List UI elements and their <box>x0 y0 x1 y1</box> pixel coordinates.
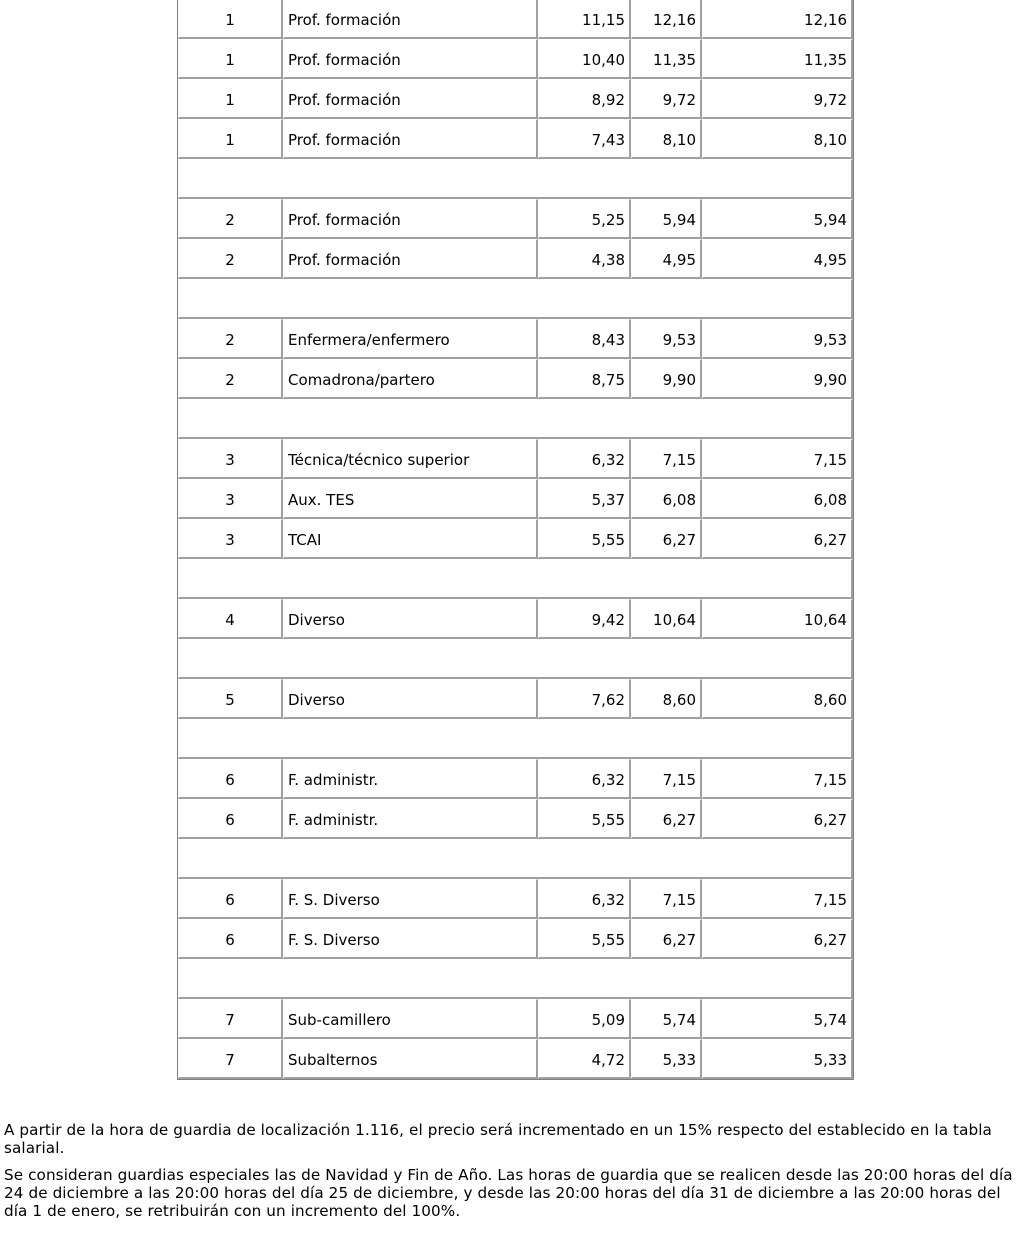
group-cell: 1 <box>178 39 283 79</box>
value-2-cell: 8,10 <box>631 119 702 159</box>
category-cell: Prof. formación <box>283 39 538 79</box>
category-cell: Prof. formación <box>283 119 538 159</box>
table-separator-row <box>178 959 853 999</box>
value-1-cell: 8,92 <box>538 79 631 119</box>
value-1-cell: 7,43 <box>538 119 631 159</box>
value-3-cell: 7,15 <box>702 759 853 799</box>
separator-cell <box>178 559 853 599</box>
value-3-cell: 5,74 <box>702 999 853 1039</box>
value-1-cell: 10,40 <box>538 39 631 79</box>
value-2-cell: 12,16 <box>631 0 702 39</box>
table-separator-row <box>178 719 853 759</box>
value-1-cell: 5,37 <box>538 479 631 519</box>
table-row <box>178 479 853 519</box>
value-3-cell: 6,27 <box>702 519 853 559</box>
category-cell: Prof. formación <box>283 0 538 39</box>
group-cell: 7 <box>178 1039 283 1079</box>
table-row <box>178 1039 853 1079</box>
table-row <box>178 199 853 239</box>
value-2-cell: 7,15 <box>631 879 702 919</box>
value-2-cell: 9,90 <box>631 359 702 399</box>
value-1-cell: 5,09 <box>538 999 631 1039</box>
value-3-cell: 9,53 <box>702 319 853 359</box>
category-cell: F. administr. <box>283 759 538 799</box>
group-cell: 1 <box>178 79 283 119</box>
table-separator-row <box>178 639 853 679</box>
table-separator-row <box>178 559 853 599</box>
table-row <box>178 79 853 119</box>
category-cell: Prof. formación <box>283 239 538 279</box>
value-1-cell: 5,55 <box>538 519 631 559</box>
value-3-cell: 12,16 <box>702 0 853 39</box>
table-separator-row <box>178 159 853 199</box>
table-row <box>178 799 853 839</box>
separator-cell <box>178 839 853 879</box>
value-2-cell: 4,95 <box>631 239 702 279</box>
group-cell: 2 <box>178 319 283 359</box>
value-1-cell: 6,32 <box>538 439 631 479</box>
value-2-cell: 5,74 <box>631 999 702 1039</box>
value-1-cell: 6,32 <box>538 879 631 919</box>
category-cell: Técnica/técnico superior <box>283 439 538 479</box>
group-cell: 6 <box>178 919 283 959</box>
value-1-cell: 11,15 <box>538 0 631 39</box>
separator-cell <box>178 159 853 199</box>
value-1-cell: 5,25 <box>538 199 631 239</box>
value-2-cell: 5,33 <box>631 1039 702 1079</box>
value-3-cell: 6,27 <box>702 799 853 839</box>
group-cell: 3 <box>178 519 283 559</box>
value-2-cell: 5,94 <box>631 199 702 239</box>
category-cell: F. administr. <box>283 799 538 839</box>
separator-cell <box>178 639 853 679</box>
value-3-cell: 7,15 <box>702 439 853 479</box>
value-3-cell: 5,33 <box>702 1039 853 1079</box>
category-cell: F. S. Diverso <box>283 879 538 919</box>
category-cell: Diverso <box>283 679 538 719</box>
value-3-cell: 7,15 <box>702 879 853 919</box>
group-cell: 5 <box>178 679 283 719</box>
value-2-cell: 8,60 <box>631 679 702 719</box>
group-cell: 6 <box>178 799 283 839</box>
table-row <box>178 879 853 919</box>
value-3-cell: 8,60 <box>702 679 853 719</box>
value-3-cell: 11,35 <box>702 39 853 79</box>
table-row <box>178 999 853 1039</box>
value-2-cell: 10,64 <box>631 599 702 639</box>
group-cell: 1 <box>178 0 283 39</box>
value-1-cell: 4,72 <box>538 1039 631 1079</box>
value-1-cell: 4,38 <box>538 239 631 279</box>
value-2-cell: 6,27 <box>631 919 702 959</box>
value-3-cell: 9,90 <box>702 359 853 399</box>
group-cell: 1 <box>178 119 283 159</box>
category-cell: Diverso <box>283 599 538 639</box>
value-2-cell: 6,08 <box>631 479 702 519</box>
value-1-cell: 5,55 <box>538 919 631 959</box>
separator-cell <box>178 959 853 999</box>
table-row <box>178 599 853 639</box>
value-1-cell: 7,62 <box>538 679 631 719</box>
category-cell: Subalternos <box>283 1039 538 1079</box>
table-row <box>178 919 853 959</box>
table-row <box>178 439 853 479</box>
value-2-cell: 11,35 <box>631 39 702 79</box>
notes-section <box>4 1121 1016 1229</box>
value-1-cell: 8,75 <box>538 359 631 399</box>
table-row <box>178 39 853 79</box>
value-3-cell: 5,94 <box>702 199 853 239</box>
separator-cell <box>178 279 853 319</box>
value-2-cell: 7,15 <box>631 439 702 479</box>
table-row <box>178 319 853 359</box>
value-2-cell: 6,27 <box>631 519 702 559</box>
group-cell: 6 <box>178 759 283 799</box>
note-paragraph-special-guards: Se consideran guardias especiales las de Navidad y Fin de Año. Las horas de guardia que se realicen desde las 20:00 horas del día 24 de diciembre a las 20:00 horas del día 25 de diciembre, y desde las 20:00 horas del día 31 de diciembre a las 20:00 horas del día 1 de enero, se retribuirán con un incremento del 100%. <box>4 1166 1013 1220</box>
category-cell: F. S. Diverso <box>283 919 538 959</box>
table-row <box>178 519 853 559</box>
category-cell: Prof. formación <box>283 199 538 239</box>
table-separator-row <box>178 839 853 879</box>
table-row <box>178 679 853 719</box>
table-row <box>178 239 853 279</box>
category-cell: Prof. formación <box>283 79 538 119</box>
value-3-cell: 9,72 <box>702 79 853 119</box>
separator-cell <box>178 719 853 759</box>
separator-cell <box>178 399 853 439</box>
category-cell: Sub-camillero <box>283 999 538 1039</box>
group-cell: 3 <box>178 439 283 479</box>
value-1-cell: 8,43 <box>538 319 631 359</box>
table-separator-row <box>178 279 853 319</box>
table-row <box>178 359 853 399</box>
table-row <box>178 0 853 39</box>
value-1-cell: 6,32 <box>538 759 631 799</box>
value-1-cell: 5,55 <box>538 799 631 839</box>
value-2-cell: 9,53 <box>631 319 702 359</box>
salary-table-body <box>178 0 853 1079</box>
category-cell: Comadrona/partero <box>283 359 538 399</box>
value-3-cell: 6,27 <box>702 919 853 959</box>
category-cell: TCAI <box>283 519 538 559</box>
group-cell: 2 <box>178 199 283 239</box>
table-row <box>178 119 853 159</box>
value-2-cell: 7,15 <box>631 759 702 799</box>
value-2-cell: 6,27 <box>631 799 702 839</box>
table-row <box>178 759 853 799</box>
value-3-cell: 6,08 <box>702 479 853 519</box>
group-cell: 6 <box>178 879 283 919</box>
value-2-cell: 9,72 <box>631 79 702 119</box>
value-3-cell: 4,95 <box>702 239 853 279</box>
category-cell: Aux. TES <box>283 479 538 519</box>
table-separator-row <box>178 399 853 439</box>
group-cell: 4 <box>178 599 283 639</box>
value-1-cell: 9,42 <box>538 599 631 639</box>
group-cell: 7 <box>178 999 283 1039</box>
group-cell: 2 <box>178 239 283 279</box>
value-3-cell: 10,64 <box>702 599 853 639</box>
value-3-cell: 8,10 <box>702 119 853 159</box>
note-paragraph-surcharge: A partir de la hora de guardia de localización 1.116, el precio será incrementado en un 15% respecto del establecido en la tabla salarial. <box>4 1121 992 1157</box>
salary-table <box>177 0 854 1080</box>
category-cell: Enfermera/enfermero <box>283 319 538 359</box>
group-cell: 2 <box>178 359 283 399</box>
group-cell: 3 <box>178 479 283 519</box>
